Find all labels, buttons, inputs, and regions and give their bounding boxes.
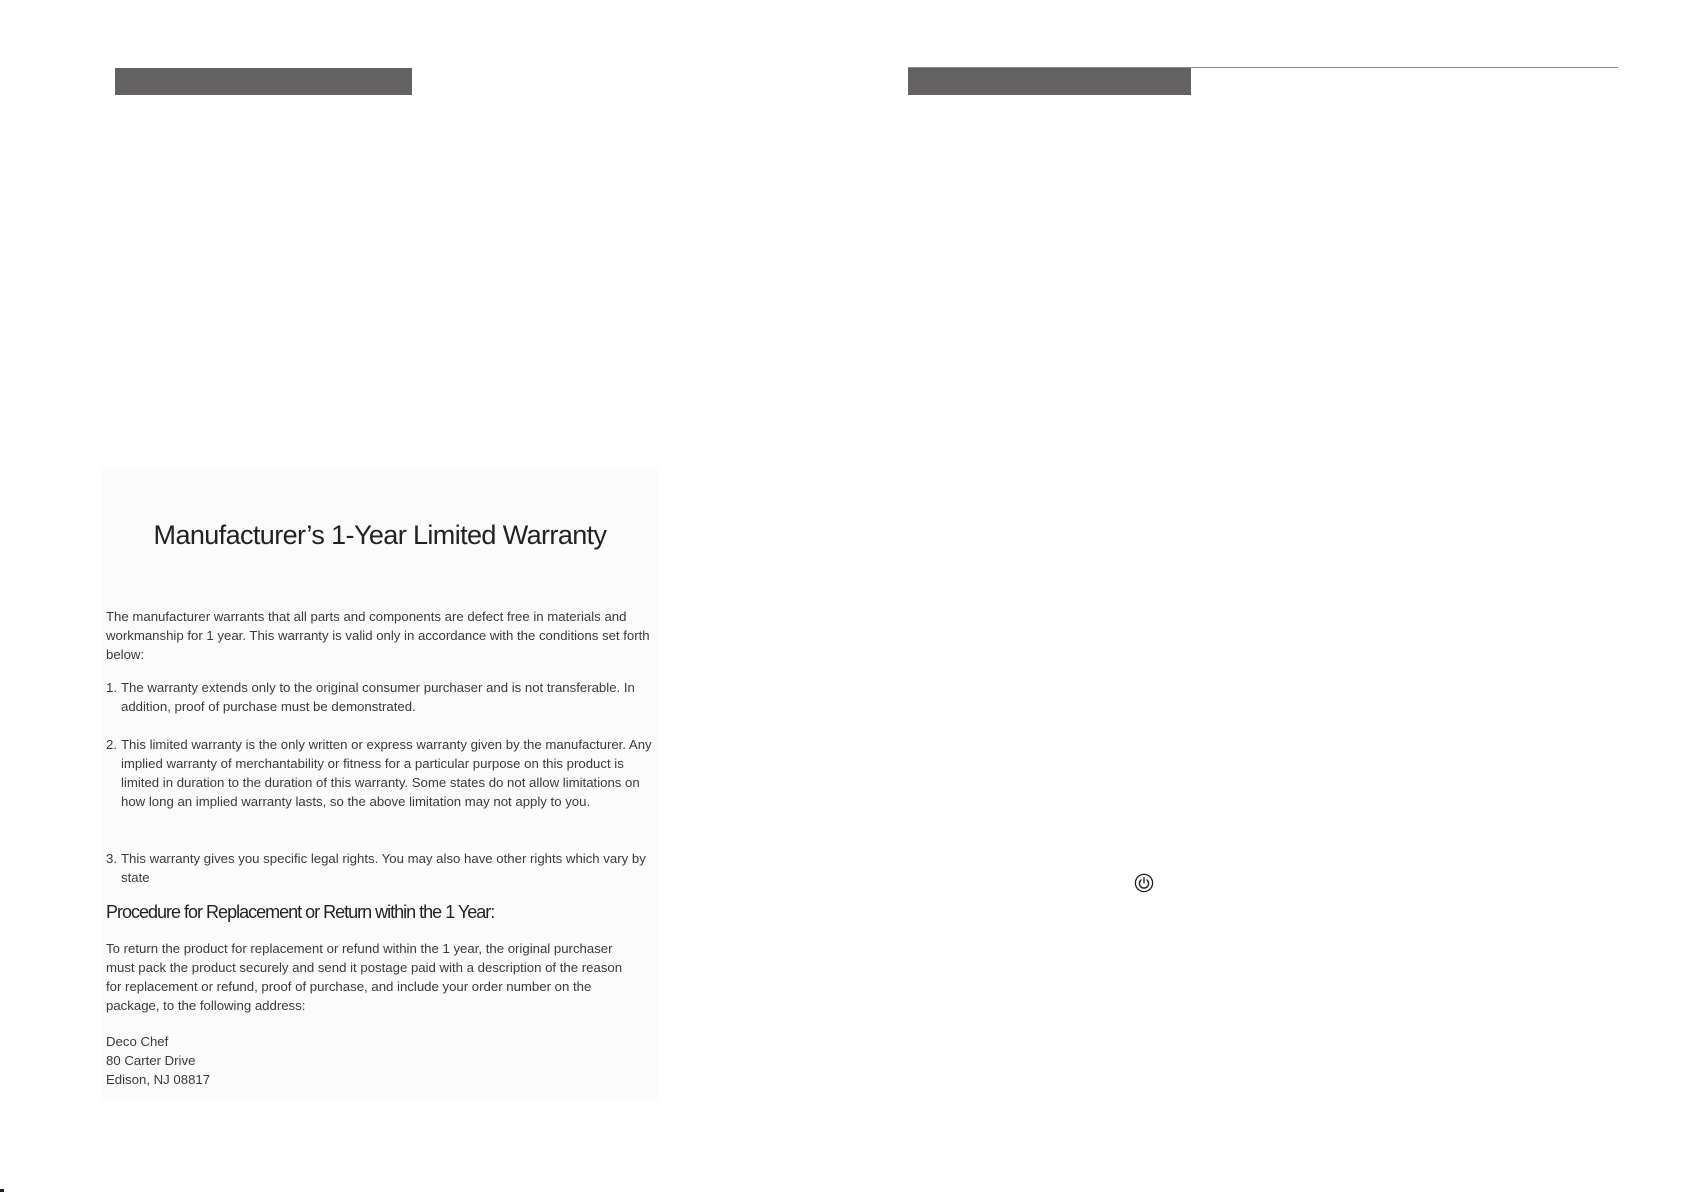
address-city: Edison, NJ 08817 (106, 1072, 211, 1087)
return-address (106, 1032, 356, 1089)
left-header-bar (115, 68, 412, 95)
warranty-intro: The manufacturer warrants that all parts and components are defect free in materials and workmanship for 1 year. This warranty is valid only in accordance with the conditions set forth below: (106, 609, 650, 662)
address-street: 80 Carter Drive (106, 1053, 196, 1068)
warranty-item-1 (106, 678, 654, 716)
warranty-title: Manufacturer’s 1-Year Limited Warranty (153, 520, 607, 550)
warranty-item-3 (106, 849, 654, 887)
warranty-item-text: This warranty gives you specific legal rights. You may also have other rights which vary by state (121, 851, 646, 885)
procedure-text: To return the product for replacement or refund within the 1 year, the original purchaser must pack the product securely and send it postage paid with a description of the reason for replacement or refund, proof of purchase, and include your order number on the package, to the following address: (106, 941, 623, 1013)
warranty-item-number: 3. (106, 851, 117, 866)
warranty-item-text: This limited warranty is the only written or express warranty given by the manufacturer. Any implied warranty of merchantability or fitness for a particular purpose on this product is limited in duration to the duration of this warranty. Some states do not allow limitations on how long an implied warranty lasts, so the above limitation may not apply to you. (121, 737, 652, 809)
procedure-heading: Procedure for Replacement or Return within the 1 Year: (106, 902, 495, 922)
right-header-bar (908, 68, 1191, 95)
warranty-item-2 (106, 735, 654, 811)
warranty-item-text: The warranty extends only to the original consumer purchaser and is not transferable. In addition, proof of purchase must be demonstrated. (121, 680, 635, 714)
warranty-item-number: 1. (106, 680, 117, 695)
warranty-section (102, 468, 658, 1100)
address-company: Deco Chef (106, 1034, 169, 1049)
power-icon (1134, 873, 1154, 893)
warranty-item-number: 2. (106, 737, 117, 752)
